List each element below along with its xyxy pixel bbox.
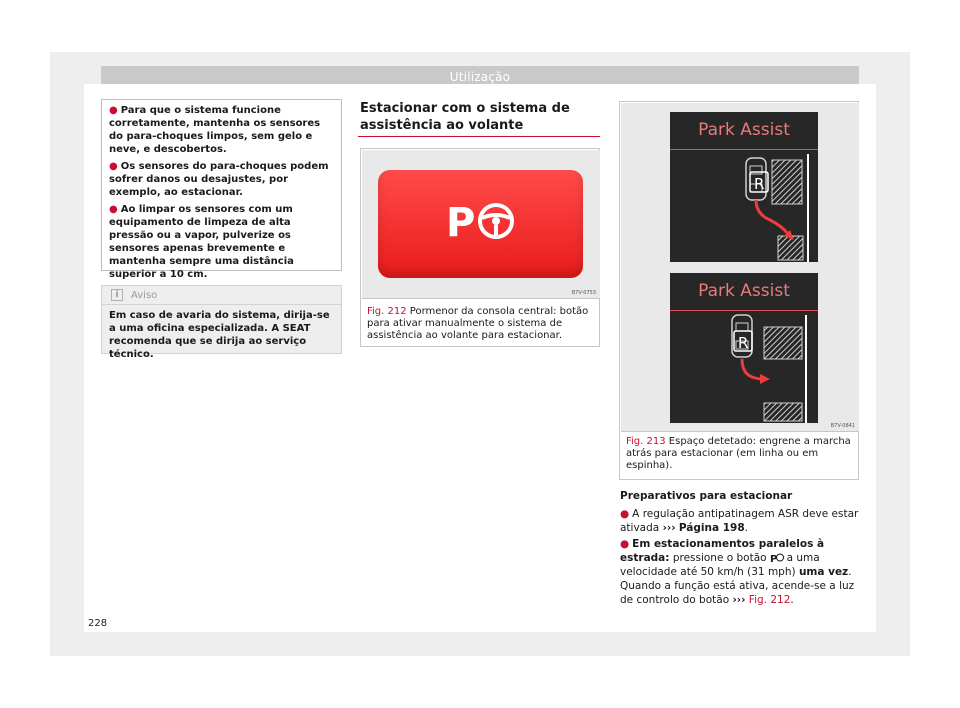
subsection-title: Preparativos para estacionar <box>620 490 793 502</box>
svg-text:P: P <box>446 200 476 242</box>
console-button-image <box>362 150 600 299</box>
park-assist-button <box>378 170 583 278</box>
info-icon: i <box>111 289 123 301</box>
park-assist-display-image <box>621 103 859 432</box>
chapter-title: Utilização <box>449 70 511 84</box>
notes-box <box>101 99 342 280</box>
figure-reference-link[interactable]: Fig. 212 <box>748 594 791 606</box>
section-title: Estacionar com o sistema de assistência ao volante <box>360 101 570 133</box>
svg-text:R: R <box>738 334 749 352</box>
figure-label: Fig. 213 <box>626 436 666 447</box>
display-screen-perpendicular <box>670 273 818 423</box>
title-underline <box>358 136 600 137</box>
list-item: ● A regulação antipatinagem ASR deve estar ativada ››› Página 198. <box>620 508 859 534</box>
figure-212 <box>360 148 600 347</box>
warning-box <box>101 285 342 360</box>
note-item: ● Para que o sistema funcione corretamente, mantenha os sensores do para-choques limpos, sem gelo e neve, e descobertos. <box>109 105 321 155</box>
perpendicular-parking-diagram <box>670 311 818 423</box>
warning-text: Em caso de avaria do sistema, dirija-se a uma oficina especializada. A SEAT recomenda que se dirija ao serviço técnico. <box>102 304 341 361</box>
figure-213 <box>619 101 859 480</box>
image-code: B7V-0841 <box>830 423 855 429</box>
park-assist-icon <box>770 552 784 563</box>
image-code: B7V-0753 <box>571 290 596 296</box>
list-item: ● Em estacionamentos paralelos à estrada: pressione o botão P a uma velocidade até 50 km/h (31 mph) uma vez. Quando a função está ativa, acende-se a luz de controlo do botão ››› Fig. 212. <box>620 538 855 606</box>
warning-title: Aviso <box>131 289 158 301</box>
preparation-list <box>620 507 860 609</box>
page-number: 228 <box>88 618 108 629</box>
display-screen-parallel <box>670 112 818 262</box>
warning-header <box>102 286 341 304</box>
park-assist-icon <box>446 200 516 242</box>
note-item: ● Ao limpar os sensores com um equipamento de limpeza de alta pressão ou a vapor, pulverize os sensores apenas brevemente e mantenha sempre uma distância superior a 10 cm. <box>109 204 294 280</box>
page-reference-link[interactable]: Página 198 <box>678 522 745 534</box>
note-item: ● Os sensores do para-choques podem sofrer danos ou desajustes, por exemplo, ao estacionar. <box>109 161 329 198</box>
svg-text:R: R <box>754 175 765 193</box>
chapter-header <box>101 66 859 84</box>
screen-title: Park Assist <box>698 281 790 301</box>
screen-title: Park Assist <box>698 120 790 140</box>
parallel-parking-diagram <box>670 150 818 262</box>
svg-text:P: P <box>769 554 777 563</box>
figure-label: Fig. 212 <box>367 306 407 317</box>
figure-caption: Fig. 212 Pormenor da consola central: botão para ativar manualmente o sistema de assistência ao volante para estacionar. <box>367 306 589 341</box>
figure-caption: Fig. 213 Espaço detetado: engrene a marcha atrás para estacionar (em linha ou em espinha). <box>626 436 851 471</box>
